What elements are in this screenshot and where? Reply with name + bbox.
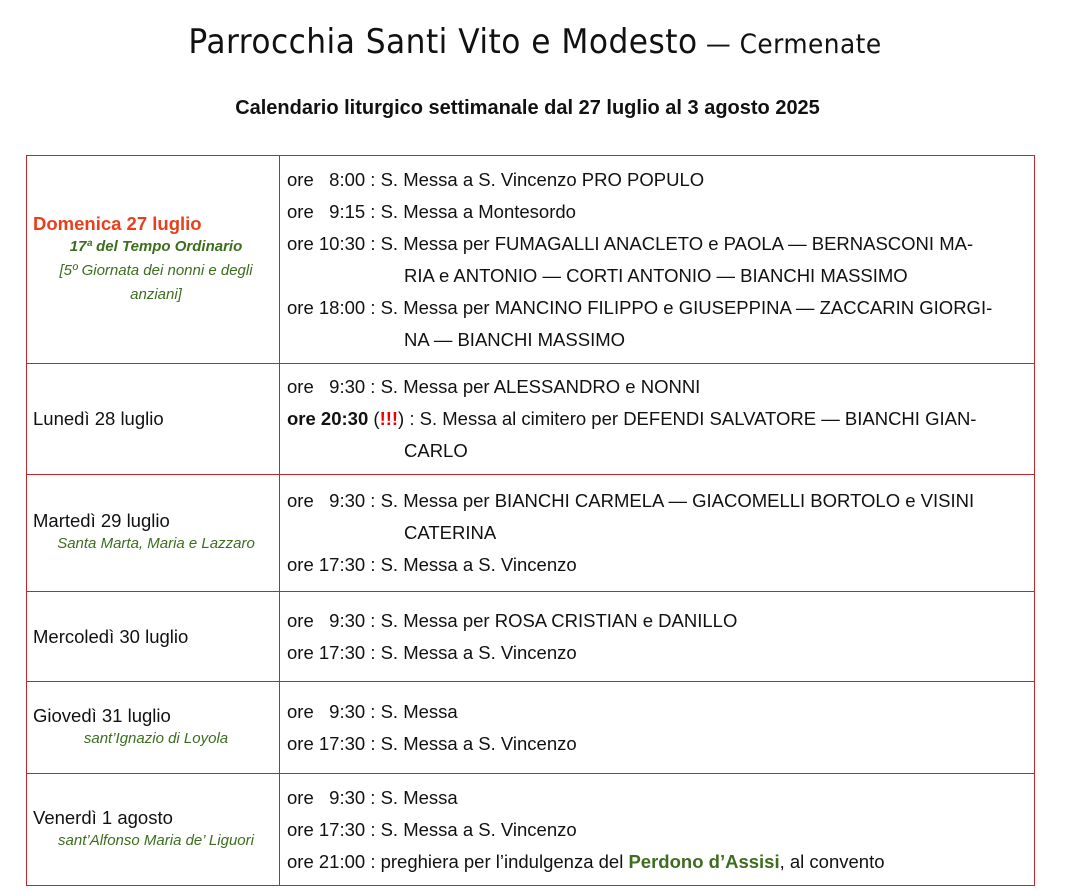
day-row: [27, 475, 1035, 592]
liturgical-calendar-table: [26, 155, 1035, 886]
entry-text: RIA e ANTONIO — CORTI ANTONIO — BIANCHI MASSIMO: [404, 264, 908, 286]
entry-text: ore 17:30 : S. Messa a S. Vincenzo: [287, 641, 577, 663]
entry-text: ore 9:30 : S. Messa per ROSA CRISTIAN e DANILLO: [287, 609, 738, 631]
entry-text: ore 10:30 : S. Messa per FUMAGALLI ANACLETO e PAOLA — BERNASCONI MA-: [287, 232, 974, 254]
day-cell: [27, 774, 280, 886]
day-cell: [27, 364, 280, 475]
mass-entry-line: [287, 696, 1034, 728]
mass-entry-line: [287, 292, 1034, 324]
day-name: Martedì 29 luglio: [33, 510, 170, 531]
schedule-cell: [280, 475, 1035, 592]
mass-entry-line: [287, 605, 1034, 637]
parish-title: [43, 22, 1027, 62]
mass-entry-line: [287, 403, 1034, 435]
calendar-subtitle: Calendario liturgico settimanale dal 27 luglio al 3 agosto 2025: [235, 97, 820, 119]
mass-entry-line: [287, 728, 1034, 760]
mass-entry-line: [287, 846, 1034, 878]
mass-entry-line: [287, 517, 1034, 549]
entry-text: (: [368, 408, 380, 429]
day-note: sant’Alfonso Maria de’ Liguori: [58, 831, 254, 849]
day-cell: [27, 475, 280, 592]
entry-text: ore 9:30 : S. Messa per BIANCHI CARMELA — GIACOMELLI BORTOLO e VISINI: [287, 490, 975, 511]
entry-text: ore 9:15 : S. Messa a Montesordo: [287, 200, 576, 222]
entry-text: ore 17:30 : S. Messa a S. Vincenzo: [287, 818, 577, 840]
day-row: [27, 592, 1035, 682]
day-row: [27, 682, 1035, 774]
mass-entry-line: [287, 371, 1034, 403]
entry-text: ore 9:30 : S. Messa: [287, 700, 458, 722]
mass-entry-line: [287, 196, 1034, 228]
entry-text: , al convento: [779, 850, 885, 872]
entry-text: ore 9:30 : S. Messa: [287, 786, 458, 808]
parish-name: Parrocchia Santi Vito e Modesto: [188, 22, 698, 62]
schedule-cell: [280, 592, 1035, 682]
day-note: sant’Ignazio di Loyola: [83, 729, 229, 747]
day-name: Mercoledì 30 luglio: [33, 625, 189, 647]
day-cell: [27, 156, 280, 364]
day-name: Lunedì 28 luglio: [33, 408, 164, 429]
entry-text: Perdono d’Assisi: [628, 850, 780, 872]
schedule-cell: [280, 364, 1035, 475]
mass-entry-line: [287, 324, 1034, 356]
parish-location: — Cermenate: [697, 29, 882, 60]
entry-text: ) : S. Messa al cimitero per DEFENDI SALVATORE — BIANCHI GIAN-: [398, 408, 977, 429]
schedule-cell: [280, 774, 1035, 886]
entry-text: NA — BIANCHI MASSIMO: [404, 328, 626, 350]
entry-text: CATERINA: [404, 522, 497, 543]
schedule-cell: [280, 156, 1035, 364]
mass-entry-line: [287, 164, 1034, 196]
entry-text: CARLO: [404, 440, 468, 461]
day-note: 17ª del Tempo Ordinario: [69, 237, 243, 255]
entry-text: ore 17:30 : S. Messa a S. Vincenzo: [287, 732, 577, 754]
mass-entry-line: [287, 814, 1034, 846]
day-note: Santa Marta, Maria e Lazzaro: [57, 535, 255, 552]
day-cell: [27, 682, 280, 774]
entry-text: ore 9:30 : S. Messa per ALESSANDRO e NONNI: [287, 376, 701, 397]
mass-entry-line: [287, 435, 1034, 467]
mass-entry-line: [287, 549, 1034, 581]
day-name: Venerdì 1 agosto: [33, 806, 173, 828]
day-cell: [27, 592, 280, 682]
mass-entry-line: [287, 637, 1034, 669]
day-name: Domenica 27 luglio: [33, 212, 202, 234]
mass-entry-line: [287, 260, 1034, 292]
day-row: [27, 364, 1035, 475]
day-row: [27, 774, 1035, 886]
mass-entry-line: [287, 485, 1034, 517]
schedule-cell: [280, 682, 1035, 774]
entry-text: ore 8:00 : S. Messa a S. Vincenzo PRO POPULO: [287, 168, 705, 190]
mass-entry-line: [287, 782, 1034, 814]
entry-text: ore 18:00 : S. Messa per MANCINO FILIPPO e GIUSEPPINA — ZACCARIN GIORGI-: [287, 296, 993, 318]
entry-text: ore 17:30 : S. Messa a S. Vincenzo: [287, 554, 577, 575]
entry-text: ore 20:30: [287, 408, 369, 429]
mass-entry-line: [287, 228, 1034, 260]
day-note: [5º Giornata dei nonni e degli anziani]: [59, 261, 253, 303]
day-name: Giovedì 31 luglio: [33, 704, 171, 726]
entry-text: ore 21:00 : preghiera per l’indulgenza del: [287, 850, 629, 872]
entry-text: !!!: [379, 408, 399, 429]
day-row: [27, 156, 1035, 364]
